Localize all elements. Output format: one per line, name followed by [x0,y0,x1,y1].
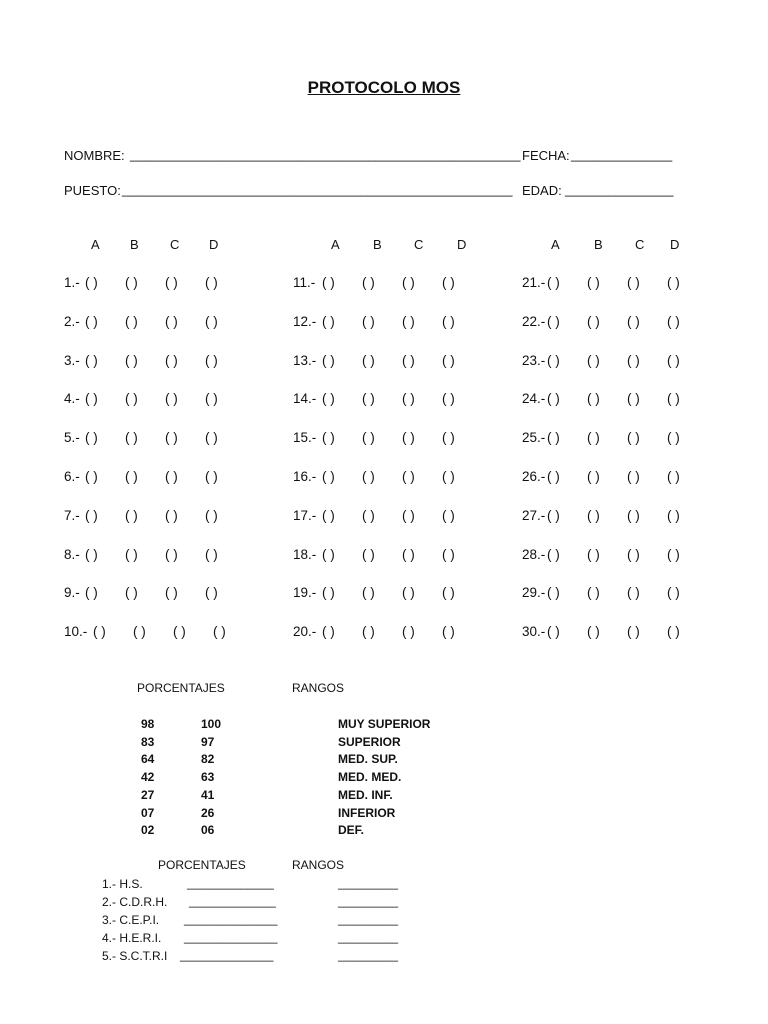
question-number: 6.- [64,469,80,484]
answer-option-a[interactable]: ( ) [547,430,560,446]
answer-option-d[interactable]: ( ) [205,585,218,601]
answer-option-b[interactable]: ( ) [362,585,375,601]
ranges-low-cell: 02 [141,823,155,838]
question-row [522,585,722,603]
ranges-high-cell: 100 [201,717,222,731]
answer-option-d[interactable]: ( ) [667,624,680,640]
answer-option-d[interactable]: ( ) [667,352,680,368]
question-row [522,314,722,332]
question-row [293,353,493,371]
answer-option-d[interactable]: ( ) [205,391,218,407]
summary-percent-field[interactable]: ______________ [184,912,278,926]
answer-option-c[interactable]: ( ) [402,275,415,290]
question-number: 10.- [64,624,88,640]
question-row [293,547,493,565]
answer-option-c[interactable]: ( ) [402,391,415,407]
answer-option-c[interactable]: ( ) [402,313,415,329]
question-row [64,547,264,565]
answer-option-d[interactable]: ( ) [205,313,218,329]
question-row [293,585,493,603]
answer-option-d[interactable]: ( ) [442,507,455,523]
question-row [522,508,722,526]
question-number: 16.- [293,469,317,484]
option-header-c: C [635,237,645,252]
summary-percent-field[interactable]: _____________ [187,876,274,890]
answer-option-b[interactable]: ( ) [125,391,138,407]
answer-option-a[interactable]: ( ) [547,546,560,562]
question-number: 5.- [64,430,80,446]
answer-option-c[interactable]: ( ) [627,391,640,407]
option-header-a: A [331,237,340,252]
option-header-b: B [130,237,139,252]
answer-option-b[interactable]: ( ) [587,430,600,446]
summary-header-percent: PORCENTAJES [158,858,246,872]
answer-option-c[interactable]: ( ) [627,585,640,601]
answer-option-b[interactable]: ( ) [125,313,138,329]
ranges-header-percent: PORCENTAJES [137,681,225,695]
ranges-high-cell: 82 [201,752,215,767]
answer-option-a[interactable]: ( ) [85,430,98,446]
answer-option-d[interactable]: ( ) [667,469,680,484]
ranges-high-cell: 63 [201,770,215,785]
answer-option-a[interactable]: ( ) [322,313,335,329]
summary-percent-field[interactable]: ______________ [180,948,274,962]
question-row [293,275,493,293]
question-number: 11.- [293,275,316,290]
question-row [293,624,493,642]
summary-percent-field[interactable]: _____________ [189,894,276,908]
answer-option-b[interactable]: ( ) [133,624,146,640]
answer-option-b[interactable]: ( ) [587,507,600,523]
answer-option-c[interactable]: ( ) [165,275,178,290]
question-row [64,353,264,371]
ranges-range-cell: DEF. [338,823,365,838]
answer-option-c[interactable]: ( ) [627,275,640,290]
summary-label: 4.- H.E.R.I. [102,931,162,945]
answer-option-c[interactable]: ( ) [402,469,415,484]
answer-option-a[interactable]: ( ) [547,391,560,407]
answer-option-a[interactable]: ( ) [85,585,98,601]
answer-option-b[interactable]: ( ) [587,275,600,290]
ranges-high-cell: 41 [201,787,215,802]
answer-option-b[interactable]: ( ) [587,313,600,329]
answer-option-a[interactable]: ( ) [547,624,560,640]
question-number: 22.- [522,313,546,329]
question-number: 9.- [64,585,80,601]
answer-option-d[interactable]: ( ) [442,391,455,407]
answer-option-c[interactable]: ( ) [627,546,640,562]
question-number: 7.- [64,507,80,523]
ranges-low-cell: 98 [141,717,155,731]
question-number: 2.- [64,313,80,329]
answer-option-b[interactable]: ( ) [362,352,375,368]
answer-option-b[interactable]: ( ) [362,624,375,640]
summary-range-field[interactable]: _________ [338,948,399,962]
answer-option-a[interactable]: ( ) [85,546,98,562]
nombre-field[interactable]: ______________________________________________________ [130,147,521,162]
ranges-range-cell: SUPERIOR [338,734,401,749]
answer-option-b[interactable]: ( ) [587,352,600,368]
question-row [293,314,493,332]
ranges-header-range: RANGOS [292,681,345,695]
question-number: 26.- [522,469,546,484]
answer-option-c[interactable]: ( ) [402,624,415,640]
puesto-field[interactable]: ______________________________________________________ [122,182,513,197]
answer-option-c[interactable]: ( ) [627,624,640,640]
answer-option-a[interactable]: ( ) [322,275,335,290]
ranges-range-cell: INFERIOR [338,805,396,820]
answer-option-c[interactable]: ( ) [165,313,178,329]
ranges-range-cell: MED. MED. [338,770,402,785]
fecha-label: FECHA: [522,148,570,163]
summary-range-field[interactable]: _________ [338,930,399,944]
question-number: 24.- [522,391,546,407]
question-number: 1.- [64,275,80,290]
answer-option-a[interactable]: ( ) [322,469,335,484]
answer-option-c[interactable]: ( ) [627,469,640,484]
option-header-d: D [457,237,467,252]
answer-option-a[interactable]: ( ) [322,430,335,446]
answer-option-d[interactable]: ( ) [205,430,218,446]
answer-option-d[interactable]: ( ) [667,585,680,601]
answer-option-d[interactable]: ( ) [442,585,455,601]
answer-option-c[interactable]: ( ) [165,546,178,562]
ranges-low-cell: 83 [141,734,155,749]
summary-range-field[interactable]: _________ [338,894,399,908]
answer-option-a[interactable]: ( ) [85,391,98,407]
answer-option-c[interactable]: ( ) [165,469,178,484]
answer-option-a[interactable]: ( ) [322,507,335,523]
answer-option-d[interactable]: ( ) [667,430,680,446]
answer-option-c[interactable]: ( ) [165,391,178,407]
answer-option-c[interactable]: ( ) [627,507,640,523]
question-row [293,469,493,487]
question-number: 12.- [293,313,317,329]
ranges-low-cell: 42 [141,770,155,785]
answer-option-b[interactable]: ( ) [587,585,600,601]
question-number: 8.- [64,546,80,562]
question-number: 25.- [522,430,546,446]
answer-option-b[interactable]: ( ) [362,430,375,446]
option-header-d: D [209,237,219,252]
answer-option-a[interactable]: ( ) [322,585,335,601]
question-row [64,585,264,603]
question-number: 23.- [522,352,546,368]
answer-option-c[interactable]: ( ) [165,585,178,601]
question-row [522,353,722,371]
ranges-range-cell: MED. SUP. [338,752,398,767]
option-header-b: B [594,237,603,252]
question-row [522,624,722,642]
summary-label: 5.- S.C.T.R.I [102,949,168,963]
answer-option-d[interactable]: ( ) [442,469,455,484]
answer-option-d[interactable]: ( ) [442,546,455,562]
answer-option-b[interactable]: ( ) [362,546,375,562]
summary-range-field[interactable]: _________ [338,912,399,926]
summary-header-range: RANGOS [292,858,345,872]
answer-option-b[interactable]: ( ) [362,313,375,329]
ranges-high-cell: 06 [201,823,215,838]
ranges-low-cell: 64 [141,752,155,767]
answer-option-c[interactable]: ( ) [165,430,178,446]
summary-label: 3.- C.E.P.I. [102,913,160,927]
ranges-range-cell: MED. INF. [338,787,393,802]
answer-option-b[interactable]: ( ) [362,391,375,407]
summary-label: 2.- C.D.R.H. [102,895,168,909]
edad-field[interactable]: _______________ [565,182,674,197]
answer-option-b[interactable]: ( ) [362,469,375,484]
question-row [64,508,264,526]
answer-option-a[interactable]: ( ) [85,507,98,523]
question-number: 28.- [522,546,546,562]
question-number: 27.- [522,507,546,523]
question-row [64,469,264,487]
answer-option-a[interactable]: ( ) [547,507,560,523]
question-row [64,275,264,293]
answer-option-a[interactable]: ( ) [322,624,335,640]
answer-option-a[interactable]: ( ) [85,352,98,368]
option-header-c: C [414,237,424,252]
answer-option-c[interactable]: ( ) [402,585,415,601]
nombre-label: NOMBRE: [64,148,125,163]
ranges-low-cell: 27 [141,787,155,802]
question-row [522,430,722,448]
question-row [64,391,264,409]
answer-option-c[interactable]: ( ) [402,352,415,368]
ranges-high-cell: 26 [201,805,215,820]
answer-option-b[interactable]: ( ) [125,352,138,368]
summary-label: 1.- H.S. [102,877,143,891]
answer-option-b[interactable]: ( ) [125,430,138,446]
question-number: 14.- [293,391,317,407]
question-row [522,469,722,487]
ranges-low-cell: 07 [141,805,155,820]
question-row [64,430,264,448]
answer-option-d[interactable]: ( ) [667,313,680,329]
answer-option-a[interactable]: ( ) [322,391,335,407]
answer-option-b[interactable]: ( ) [362,507,375,523]
answer-option-b[interactable]: ( ) [587,624,600,640]
option-header-d: D [670,237,680,252]
answer-option-c[interactable]: ( ) [627,313,640,329]
question-number: 3.- [64,352,80,368]
answer-option-c[interactable]: ( ) [402,546,415,562]
answer-option-b[interactable]: ( ) [587,391,600,407]
question-number: 30.- [522,624,546,640]
answer-option-d[interactable]: ( ) [667,391,680,407]
answer-option-a[interactable]: ( ) [547,313,560,329]
answer-option-b[interactable]: ( ) [587,546,600,562]
answer-option-d[interactable]: ( ) [205,352,218,368]
fecha-field[interactable]: ______________ [571,147,673,162]
answer-option-a[interactable]: ( ) [547,469,560,484]
answer-option-d[interactable]: ( ) [442,352,455,368]
question-row [293,391,493,409]
answer-option-b[interactable]: ( ) [125,546,138,562]
answer-option-d[interactable]: ( ) [213,624,226,640]
answer-option-c[interactable]: ( ) [402,507,415,523]
option-header-a: A [551,237,560,252]
answer-option-a[interactable]: ( ) [85,275,98,290]
question-number: 18.- [293,546,317,562]
question-number: 21.- [522,275,546,290]
answer-option-c[interactable]: ( ) [402,430,415,446]
answer-option-b[interactable]: ( ) [125,585,138,601]
question-row [522,547,722,565]
ranges-high-cell: 97 [201,734,215,749]
answer-option-b[interactable]: ( ) [362,275,375,290]
question-number: 4.- [64,391,80,407]
answer-option-c[interactable]: ( ) [165,507,178,523]
summary-percent-field[interactable]: ______________ [184,930,278,944]
answer-option-a[interactable]: ( ) [85,469,98,484]
question-row [293,508,493,526]
question-number: 29.- [522,585,546,601]
answer-option-a[interactable]: ( ) [85,313,98,329]
answer-option-a[interactable]: ( ) [322,352,335,368]
edad-label: EDAD: [522,183,562,198]
answer-option-a[interactable]: ( ) [547,585,560,601]
question-row [64,624,264,642]
answer-option-b[interactable]: ( ) [125,275,138,290]
answer-option-a[interactable]: ( ) [547,275,560,290]
answer-option-a[interactable]: ( ) [322,546,335,562]
page-title: PROTOCOLO MOS [307,78,461,97]
answer-option-d[interactable]: ( ) [667,507,680,523]
question-row [522,275,722,293]
answer-option-d[interactable]: ( ) [205,275,218,290]
answer-option-d[interactable]: ( ) [205,546,218,562]
answer-option-d[interactable]: ( ) [442,275,455,290]
answer-option-c[interactable]: ( ) [627,352,640,368]
answer-option-d[interactable]: ( ) [205,507,218,523]
option-header-c: C [170,237,180,252]
question-number: 20.- [293,624,317,640]
answer-option-a[interactable]: ( ) [93,624,106,640]
option-header-a: A [91,237,100,252]
puesto-label: PUESTO: [64,183,121,198]
answer-option-a[interactable]: ( ) [547,352,560,368]
answer-option-d[interactable]: ( ) [442,313,455,329]
answer-option-d[interactable]: ( ) [442,430,455,446]
question-number: 13.- [293,352,317,368]
answer-option-c[interactable]: ( ) [173,624,186,640]
question-row [293,430,493,448]
answer-option-b[interactable]: ( ) [125,507,138,523]
answer-option-b[interactable]: ( ) [125,469,138,484]
answer-option-d[interactable]: ( ) [667,275,680,290]
answer-option-d[interactable]: ( ) [667,546,680,562]
option-header-b: B [373,237,382,252]
question-number: 19.- [293,585,317,601]
answer-option-d[interactable]: ( ) [442,624,455,640]
ranges-range-cell: MUY SUPERIOR [338,717,431,731]
question-number: 17.- [293,507,317,523]
question-number: 15.- [293,430,317,446]
answer-option-d[interactable]: ( ) [205,469,218,484]
answer-option-c[interactable]: ( ) [165,352,178,368]
answer-option-b[interactable]: ( ) [587,469,600,484]
question-row [64,314,264,332]
question-row [522,391,722,409]
summary-range-field[interactable]: _________ [338,876,399,890]
answer-option-c[interactable]: ( ) [627,430,640,446]
